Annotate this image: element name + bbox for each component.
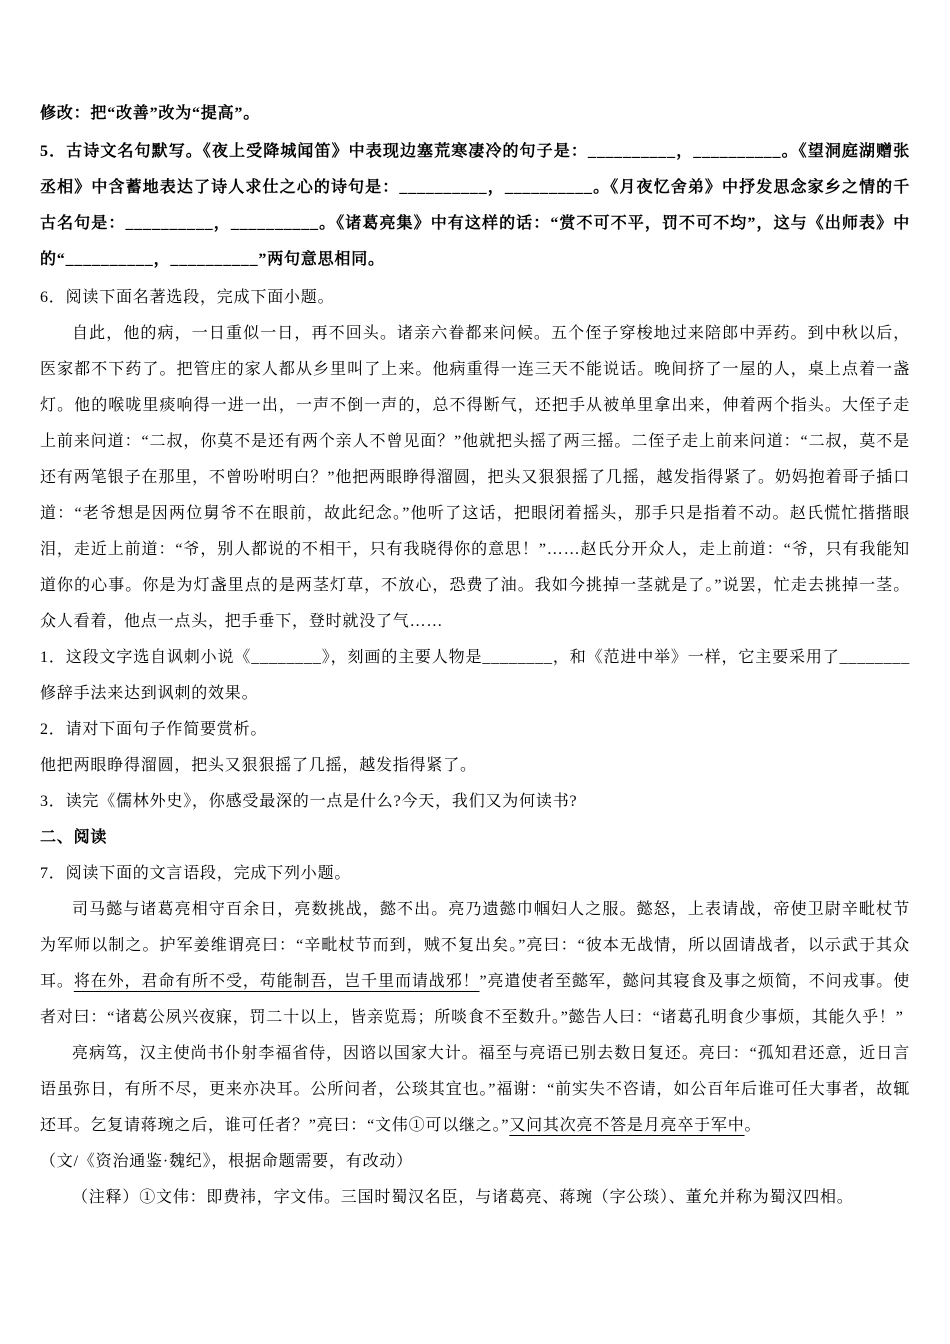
source-attribution: （文/《资治通鉴·魏纪》，根据命题需要，有改动） (40, 1153, 413, 1170)
question-6-intro: 6．阅读下面名著选段，完成下面小题。 (40, 289, 335, 306)
annotation-note: （注释）①文伟：即费祎，字文伟。三国时蜀汉名臣，与诸葛亮、蒋琬（字公琰）、董允并称为蜀汉四相。 (72, 1189, 854, 1206)
classical-2-segment: 亮病笃，汉主使尚书仆射李福省侍，因谘以国家大计。福至与亮语已别去数日复还。亮曰：“孤知君还意，近日言语虽弥日，有所不尽，更来亦决耳。公所问者，公琰其宜也。”福谢：“前实失不咨请，如公百年后谁可任大事者，故辄还耳。乞复请蒋琬之后，谁可任者？”亮曰：“文伟①可以继之。” (40, 1045, 910, 1134)
classical-1-underlined-sentence: 将在外，君命有所不受，苟能制吾，岂千里而请战邪！ (73, 973, 480, 990)
question-7-intro: 7．阅读下面的文言语段，完成下列小题。 (40, 865, 352, 882)
sub-question-2: 2．请对下面句子作简要赏析。 (40, 721, 268, 738)
classical-passage-para-1 (40, 892, 910, 1036)
classical-1-segment: ”亮遣使者至懿军，懿问其寝食及事之烦简，不问戎事。使者对曰：“诸葛公夙兴夜寐，罚二十以上，皆亲览焉；所啖食不至数升。”懿告人曰：“诸葛孔明食少事烦，其能久乎！” (40, 973, 910, 1026)
classical-1-segment: 司马懿与诸葛亮相守百余日，亮数挑战，懿不出。亮乃遗懿巾帼妇人之服。懿怒，上表请战，帝使卫尉辛毗杖节为军师以制之。护军姜维谓亮曰：“辛毗杖节而到，贼不复出矣。”亮曰：“彼本无战情，所以固请战者，以示武于其众耳。 (40, 901, 910, 990)
classical-2-underlined-sentence: 又问其次亮不答是月亮卒于军中 (509, 1117, 745, 1134)
section-heading-reading: 二、阅读 (40, 829, 108, 846)
quoted-sentence: 他把两眼睁得溜圆，把头又狠狠摇了几摇，越发指得紧了。 (40, 757, 477, 774)
novel-excerpt: 自此，他的病，一日重似一日，再不回头。诸亲六眷都来问候。五个侄子穿梭地过来陪郎中弄药。到中秋以后，医家都不下药了。把管庄的家人都从乡里叫了上来。他病重得一连三天不能说话。晚间挤了一屋的人，桌上点着一盏灯。他的喉咙里痰响得一进一出，一声不倒一声的，总不得断气，还把手从被单里拿出来，伸着两个指头。大侄子走上前来问道：“二叔，你莫不是还有两个亲人不曾见面？”他就把头摇了两三摇。二侄子走上前来问道：“二叔，莫不是还有两笔银子在那里，不曾吩咐明白？”他把两眼睁得溜圆，把头又狠狠摇了几摇，越发指得紧了。奶妈抱着哥子插口道：“老爷想是因两位舅爷不在眼前，故此纪念。”他听了这话，把眼闭着摇头，那手只是指着不动。赵氏慌忙揩揩眼泪，走近上前道：“爷，别人都说的不相干，只有我晓得你的意思！”……赵氏分开众人，走上前道：“爷，只有我能知道你的心事。你是为灯盏里点的是两茎灯草，不放心，恐费了油。我如今挑掉一茎就是了。”说罢，忙走去挑掉一茎。众人看着，他点一点头，把手垂下，登时就没了气…… (40, 325, 910, 630)
sub-question-3: 3．读完《儒林外史》，你感受最深的一点是什么?今天，我们又为何读书? (40, 793, 578, 810)
classical-2-segment: 。 (744, 1117, 762, 1134)
sub-question-1: 1．这段文字选自讽刺小说《________》，刻画的主要人物是________，和《范进中举》一样，它主要采用了________修辞手法来达到讽刺的效果。 (40, 649, 910, 702)
classical-passage-para-2 (40, 1036, 910, 1144)
question-5: 5．古诗文名句默写。《夜上受降城闻笛》中表现边塞荒寒凄冷的句子是：__________，__________。《望洞庭湖赠张丞相》中含蓄地表达了诗人求仕之心的诗句是：__________，__________。《月夜忆舍弟》中抒发思念家乡之情的千古名句是：__________，__________。《诸葛亮集》中有这样的话：“赏不可不平，罚不可不均”，这与《出师表》中的“__________，__________”两句意思相同。 (40, 143, 910, 268)
modify-note: 修改：把“改善”改为“提高”。 (40, 105, 261, 122)
